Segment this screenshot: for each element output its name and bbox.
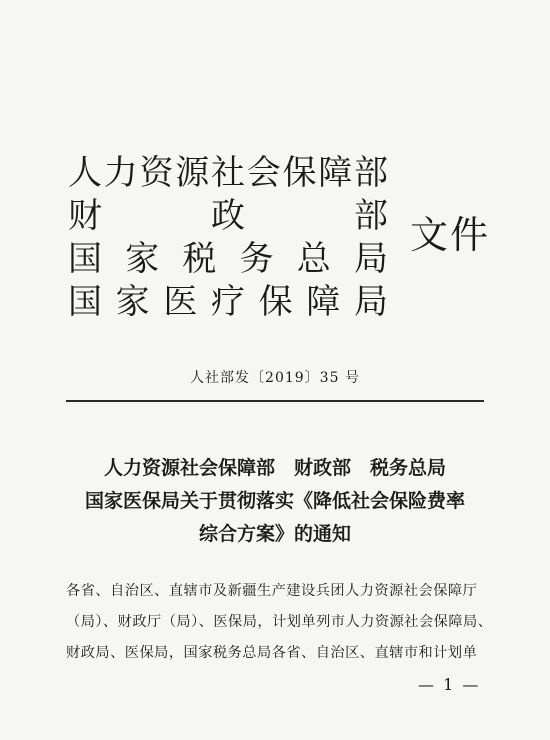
issuing-authorities: [68, 152, 388, 324]
title-line-2: 国家医保局关于贯彻落实《降低社会保险费率: [84, 490, 465, 512]
document-number: 人社部发〔2019〕35 号: [190, 370, 360, 386]
addressee-paragraph: [66, 576, 494, 669]
title-line-3: 综合方案》的通知: [198, 523, 351, 545]
issuer-line-tax: 国 家 税 务 总 局: [68, 239, 388, 279]
issuer-line-medical: 国 家 医 疗 保 障 局: [68, 282, 388, 322]
header-divider: [66, 400, 484, 402]
title-line-1: 人力资源社会保障部 财政部 税务总局: [103, 457, 446, 479]
body-line-2: （局）、财政厅（局）、医保局，计划单列市人力资源社会保障局、: [66, 614, 493, 630]
issuer-line-finance: 财 政 部: [68, 196, 388, 236]
body-line-1: 各省、自治区、直辖市及新疆生产建设兵团人力资源社会保障厅: [66, 583, 478, 599]
notice-title: [0, 452, 550, 551]
page-number: — 1 —: [418, 675, 481, 694]
document-type-label: 文件: [410, 213, 491, 257]
issuer-line-hrss: 人 力 资 源 社 会 保 障 部: [68, 153, 388, 193]
body-line-3: 财政局、医保局，国家税务总局各省、自治区、直辖市和计划单: [66, 645, 478, 661]
